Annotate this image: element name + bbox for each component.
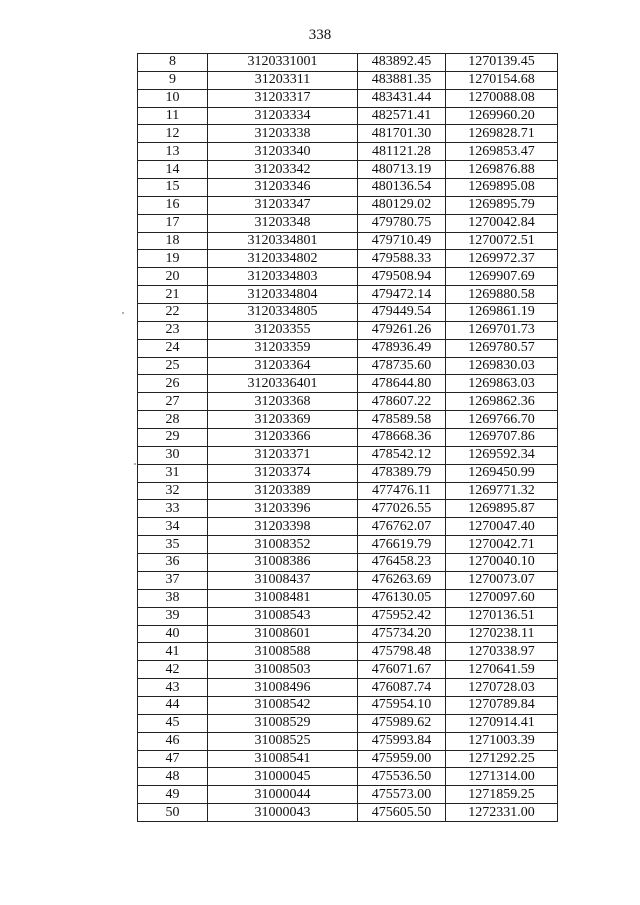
table-row — [138, 429, 558, 447]
cell-number: 48 — [138, 768, 208, 786]
cell-y: 1269895.08 — [446, 179, 558, 197]
cell-point-id: 3120331001 — [208, 54, 358, 72]
cell-number: 39 — [138, 607, 208, 625]
table-row — [138, 89, 558, 107]
table-row — [138, 696, 558, 714]
cell-point-id: 31203348 — [208, 214, 358, 232]
cell-number: 23 — [138, 321, 208, 339]
cell-point-id: 31203364 — [208, 357, 358, 375]
cell-number: 8 — [138, 54, 208, 72]
cell-y: 1271292.25 — [446, 750, 558, 768]
cell-number: 44 — [138, 696, 208, 714]
cell-y: 1269862.36 — [446, 393, 558, 411]
table-row — [138, 732, 558, 750]
cell-x: 483881.35 — [358, 71, 446, 89]
cell-y: 1269771.32 — [446, 482, 558, 500]
cell-x: 475605.50 — [358, 804, 446, 822]
cell-y: 1269830.03 — [446, 357, 558, 375]
cell-point-id: 3120334803 — [208, 268, 358, 286]
cell-number: 46 — [138, 732, 208, 750]
cell-x: 483892.45 — [358, 54, 446, 72]
cell-point-id: 31008588 — [208, 643, 358, 661]
table-row — [138, 250, 558, 268]
cell-number: 20 — [138, 268, 208, 286]
table-row — [138, 786, 558, 804]
cell-x: 480136.54 — [358, 179, 446, 197]
cell-point-id: 31203396 — [208, 500, 358, 518]
cell-point-id: 31203398 — [208, 518, 358, 536]
cell-point-id: 31008496 — [208, 679, 358, 697]
table-row — [138, 464, 558, 482]
cell-y: 1270072.51 — [446, 232, 558, 250]
cell-y: 1269880.58 — [446, 286, 558, 304]
cell-point-id: 31203342 — [208, 161, 358, 179]
cell-x: 478589.58 — [358, 411, 446, 429]
cell-number: 28 — [138, 411, 208, 429]
cell-number: 32 — [138, 482, 208, 500]
table-row — [138, 625, 558, 643]
cell-number: 49 — [138, 786, 208, 804]
cell-x: 483431.44 — [358, 89, 446, 107]
cell-number: 14 — [138, 161, 208, 179]
cell-point-id: 31008541 — [208, 750, 358, 768]
cell-y: 1269907.69 — [446, 268, 558, 286]
coordinates-table — [137, 53, 558, 822]
cell-point-id: 31203366 — [208, 429, 358, 447]
cell-number: 11 — [138, 107, 208, 125]
cell-number: 30 — [138, 446, 208, 464]
cell-point-id: 31203334 — [208, 107, 358, 125]
cell-point-id: 31000044 — [208, 786, 358, 804]
cell-x: 475734.20 — [358, 625, 446, 643]
cell-y: 1269895.79 — [446, 196, 558, 214]
cell-x: 476130.05 — [358, 589, 446, 607]
table-row — [138, 339, 558, 357]
cell-number: 37 — [138, 571, 208, 589]
cell-number: 26 — [138, 375, 208, 393]
cell-point-id: 31008543 — [208, 607, 358, 625]
table-row — [138, 482, 558, 500]
table-row — [138, 554, 558, 572]
cell-number: 33 — [138, 500, 208, 518]
cell-number: 10 — [138, 89, 208, 107]
cell-y: 1269972.37 — [446, 250, 558, 268]
table-row — [138, 804, 558, 822]
cell-y: 1270042.84 — [446, 214, 558, 232]
cell-number: 18 — [138, 232, 208, 250]
cell-x: 475536.50 — [358, 768, 446, 786]
cell-x: 478936.49 — [358, 339, 446, 357]
cell-number: 27 — [138, 393, 208, 411]
cell-number: 16 — [138, 196, 208, 214]
cell-number: 17 — [138, 214, 208, 232]
cell-number: 31 — [138, 464, 208, 482]
cell-y: 1270088.08 — [446, 89, 558, 107]
cell-x: 479449.54 — [358, 304, 446, 322]
cell-y: 1270042.71 — [446, 536, 558, 554]
cell-number: 45 — [138, 714, 208, 732]
cell-y: 1270139.45 — [446, 54, 558, 72]
table-row — [138, 679, 558, 697]
cell-point-id: 3120334805 — [208, 304, 358, 322]
cell-point-id: 31000045 — [208, 768, 358, 786]
cell-point-id: 3120336401 — [208, 375, 358, 393]
page-number: 338 — [308, 27, 332, 43]
cell-point-id: 31203355 — [208, 321, 358, 339]
cell-y: 1269780.57 — [446, 339, 558, 357]
cell-point-id: 3120334804 — [208, 286, 358, 304]
cell-x: 477026.55 — [358, 500, 446, 518]
table-row — [138, 321, 558, 339]
cell-y: 1269863.03 — [446, 375, 558, 393]
cell-y: 1269895.87 — [446, 500, 558, 518]
table-row — [138, 304, 558, 322]
cell-x: 478668.36 — [358, 429, 446, 447]
table-row — [138, 571, 558, 589]
cell-number: 9 — [138, 71, 208, 89]
cell-y: 1271003.39 — [446, 732, 558, 750]
cell-y: 1271859.25 — [446, 786, 558, 804]
cell-point-id: 3120334802 — [208, 250, 358, 268]
table-row — [138, 54, 558, 72]
cell-point-id: 31008503 — [208, 661, 358, 679]
cell-x: 480129.02 — [358, 196, 446, 214]
table-row — [138, 375, 558, 393]
table-row — [138, 179, 558, 197]
cell-number: 22 — [138, 304, 208, 322]
cell-point-id: 3120334801 — [208, 232, 358, 250]
cell-number: 15 — [138, 179, 208, 197]
cell-number: 47 — [138, 750, 208, 768]
table-row — [138, 232, 558, 250]
table-row — [138, 411, 558, 429]
table-row — [138, 446, 558, 464]
cell-point-id: 31008437 — [208, 571, 358, 589]
table-row — [138, 518, 558, 536]
cell-y: 1270338.97 — [446, 643, 558, 661]
cell-y: 1269766.70 — [446, 411, 558, 429]
cell-x: 479472.14 — [358, 286, 446, 304]
table-row — [138, 125, 558, 143]
table-row — [138, 750, 558, 768]
cell-x: 476762.07 — [358, 518, 446, 536]
cell-x: 479710.49 — [358, 232, 446, 250]
cell-x: 479780.75 — [358, 214, 446, 232]
cell-number: 41 — [138, 643, 208, 661]
cell-x: 481701.30 — [358, 125, 446, 143]
cell-number: 34 — [138, 518, 208, 536]
cell-y: 1269592.34 — [446, 446, 558, 464]
cell-y: 1270789.84 — [446, 696, 558, 714]
cell-y: 1269876.88 — [446, 161, 558, 179]
table-row — [138, 536, 558, 554]
cell-number: 50 — [138, 804, 208, 822]
cell-y: 1270136.51 — [446, 607, 558, 625]
cell-x: 475952.42 — [358, 607, 446, 625]
cell-point-id: 31203311 — [208, 71, 358, 89]
cell-point-id: 31008352 — [208, 536, 358, 554]
cell-y: 1270040.10 — [446, 554, 558, 572]
cell-y: 1270238.11 — [446, 625, 558, 643]
cell-y: 1270154.68 — [446, 71, 558, 89]
cell-y: 1270073.07 — [446, 571, 558, 589]
table-row — [138, 393, 558, 411]
cell-y: 1271314.00 — [446, 768, 558, 786]
cell-number: 19 — [138, 250, 208, 268]
cell-point-id: 31008525 — [208, 732, 358, 750]
cell-point-id: 31000043 — [208, 804, 358, 822]
cell-point-id: 31203371 — [208, 446, 358, 464]
cell-point-id: 31203340 — [208, 143, 358, 161]
cell-point-id: 31203374 — [208, 464, 358, 482]
cell-number: 42 — [138, 661, 208, 679]
cell-y: 1270728.03 — [446, 679, 558, 697]
cell-number: 12 — [138, 125, 208, 143]
scan-speck — [134, 463, 136, 465]
cell-x: 480713.19 — [358, 161, 446, 179]
cell-x: 476619.79 — [358, 536, 446, 554]
cell-x: 479588.33 — [358, 250, 446, 268]
cell-y: 1270047.40 — [446, 518, 558, 536]
table-row — [138, 286, 558, 304]
cell-point-id: 31203347 — [208, 196, 358, 214]
table-row — [138, 107, 558, 125]
cell-x: 479508.94 — [358, 268, 446, 286]
table-row — [138, 357, 558, 375]
cell-x: 478644.80 — [358, 375, 446, 393]
cell-y: 1269450.99 — [446, 464, 558, 482]
cell-x: 476087.74 — [358, 679, 446, 697]
cell-point-id: 31203389 — [208, 482, 358, 500]
cell-point-id: 31203369 — [208, 411, 358, 429]
table-row — [138, 268, 558, 286]
cell-number: 29 — [138, 429, 208, 447]
table-row — [138, 196, 558, 214]
cell-x: 476263.69 — [358, 571, 446, 589]
table-row — [138, 607, 558, 625]
cell-y: 1269701.73 — [446, 321, 558, 339]
table-body — [138, 54, 558, 822]
table-row — [138, 214, 558, 232]
table-row — [138, 161, 558, 179]
cell-x: 479261.26 — [358, 321, 446, 339]
cell-x: 481121.28 — [358, 143, 446, 161]
cell-x: 477476.11 — [358, 482, 446, 500]
cell-y: 1270914.41 — [446, 714, 558, 732]
cell-point-id: 31203346 — [208, 179, 358, 197]
cell-x: 475573.00 — [358, 786, 446, 804]
cell-number: 24 — [138, 339, 208, 357]
cell-x: 475954.10 — [358, 696, 446, 714]
cell-x: 475993.84 — [358, 732, 446, 750]
cell-number: 21 — [138, 286, 208, 304]
cell-x: 478607.22 — [358, 393, 446, 411]
cell-point-id: 31203368 — [208, 393, 358, 411]
table-row — [138, 500, 558, 518]
table-row — [138, 143, 558, 161]
table-row — [138, 589, 558, 607]
scan-speck — [122, 312, 124, 314]
table-row — [138, 643, 558, 661]
cell-x: 475989.62 — [358, 714, 446, 732]
cell-point-id: 31203359 — [208, 339, 358, 357]
cell-x: 478542.12 — [358, 446, 446, 464]
cell-point-id: 31008529 — [208, 714, 358, 732]
cell-y: 1269960.20 — [446, 107, 558, 125]
cell-number: 36 — [138, 554, 208, 572]
cell-y: 1269853.47 — [446, 143, 558, 161]
cell-x: 476071.67 — [358, 661, 446, 679]
cell-point-id: 31008542 — [208, 696, 358, 714]
cell-y: 1269861.19 — [446, 304, 558, 322]
cell-number: 43 — [138, 679, 208, 697]
cell-x: 475798.48 — [358, 643, 446, 661]
cell-number: 13 — [138, 143, 208, 161]
cell-point-id: 31008386 — [208, 554, 358, 572]
cell-point-id: 31008481 — [208, 589, 358, 607]
cell-number: 25 — [138, 357, 208, 375]
cell-y: 1272331.00 — [446, 804, 558, 822]
cell-y: 1269828.71 — [446, 125, 558, 143]
cell-x: 478735.60 — [358, 357, 446, 375]
cell-point-id: 31203317 — [208, 89, 358, 107]
table-row — [138, 768, 558, 786]
cell-x: 476458.23 — [358, 554, 446, 572]
cell-y: 1269707.86 — [446, 429, 558, 447]
table-row — [138, 71, 558, 89]
cell-number: 40 — [138, 625, 208, 643]
cell-number: 35 — [138, 536, 208, 554]
table-row — [138, 714, 558, 732]
cell-y: 1270641.59 — [446, 661, 558, 679]
cell-y: 1270097.60 — [446, 589, 558, 607]
cell-x: 475959.00 — [358, 750, 446, 768]
cell-point-id: 31203338 — [208, 125, 358, 143]
cell-x: 482571.41 — [358, 107, 446, 125]
table-row — [138, 661, 558, 679]
cell-x: 478389.79 — [358, 464, 446, 482]
cell-point-id: 31008601 — [208, 625, 358, 643]
cell-number: 38 — [138, 589, 208, 607]
